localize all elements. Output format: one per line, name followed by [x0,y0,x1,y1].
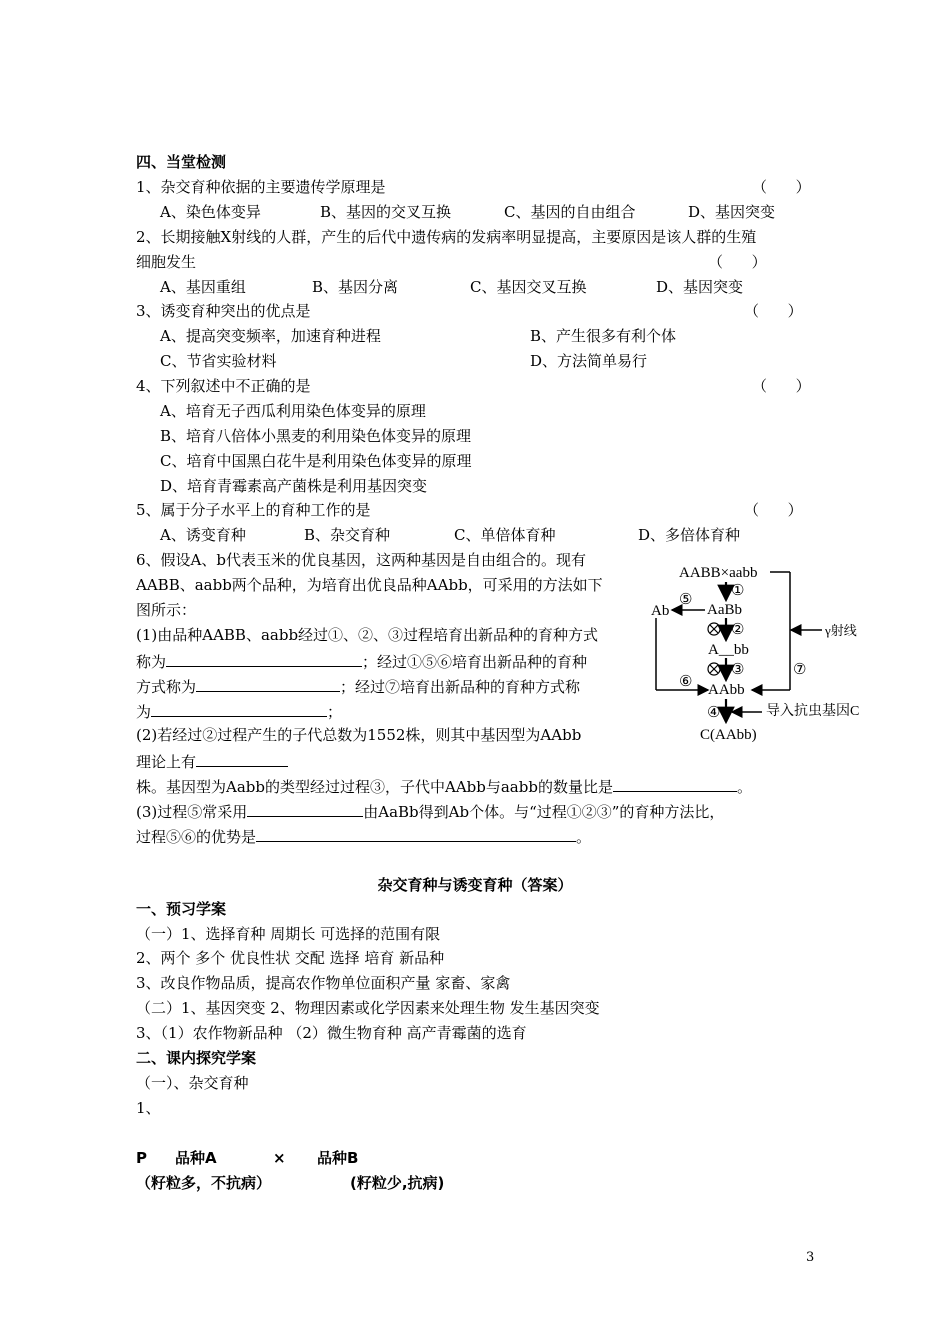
answer-line: （二）1、基因突变 2、物理因素或化学因素来处理生物 发生基因突变 [136,999,600,1017]
variety-b: 品种B [317,1149,359,1167]
q4-option-b: B、培育八倍体小黑麦的利用染色体变异的原理 [160,427,472,445]
answer-line: （一）、杂交育种 [136,1074,249,1092]
q5-option-b: B、杂交育种 [304,526,391,544]
q6-text: 过程⑤⑥的优势是 [136,828,257,846]
answer-line: 3、改良作物品质，提高农作物单位面积产量 家畜、家禽 [136,974,511,992]
diagram-a-bb: A__bb [708,642,749,658]
diagram-step-5: ⑤ [679,592,693,608]
q3-stem: 3、诱变育种突出的优点是 [136,302,311,320]
q3-option-a: A、提高突变频率，加速育种进程 [160,327,381,345]
diagram-aabb-result: AAbb [708,682,745,698]
q6-line: 图所示： [136,601,197,619]
answer-title: 杂交育种与诱变育种（答案） [377,876,573,894]
q6-text: 株。基因型为Aabb的类型经过过程③，子代中AAbb与aabb的数量比是 [136,778,613,796]
self-cross-icon [708,623,720,635]
diagram-step-1: ① [731,583,745,599]
page-number: 3 [806,1250,815,1265]
q6-text: ；经过①⑤⑥培育出新品种的育种 [362,653,588,671]
q6-text: 方式称为 [136,678,197,696]
self-cross-icon [708,663,720,675]
q2-option-d: D、基因突变 [656,278,744,296]
diagram-ab: Ab [651,603,670,619]
answer-line: 3、（1）农作物新品种 （2）微生物育种 高产青霉菌的选育 [136,1024,527,1042]
q2-option-c: C、基因交叉互换 [470,278,587,296]
q1-option-a: A、染色体变异 [160,203,261,221]
q3-option-b: B、产生很多有利个体 [530,327,677,345]
q6-text: 为 [136,703,152,721]
q2-option-a: A、基因重组 [160,278,246,296]
answer-line: （一）1、选择育种 周期长 可选择的范围有限 [136,925,441,943]
q2-stem-cont: 细胞发生 [136,253,197,271]
q6-text: 理论上有 [136,753,197,771]
q6-text: ； [327,703,343,721]
q2-answer-paren: （ ） [708,253,767,271]
section-title: 四、当堂检测 [136,153,227,171]
diagram-parents: AABB×aabb [679,565,758,581]
diagram-gamma-ray: γ射线 [825,623,857,638]
q6-line: AABB、aabb两个品种，为培育出优良品种AAbb，可采用的方法如下 [136,576,603,594]
q5-stem: 5、属于分子水平上的育种工作的是 [136,501,371,519]
variety-a-desc: （籽粒多，不抗病） [136,1174,272,1192]
cross-symbol: × [273,1149,286,1167]
q6-text: ；经过⑦培育出新品种的育种方式称 [340,678,581,696]
q4-option-a: A、培育无子西瓜利用染色体变异的原理 [160,402,426,420]
parent-generation-label: P [136,1149,147,1167]
q4-stem: 4、下列叙述中不正确的是 [136,377,311,395]
answer-heading-2: 二、课内探究学案 [136,1049,257,1067]
q1-option-b: B、基因的交叉互换 [320,203,452,221]
q6-text: 。 [736,778,752,796]
diagram-insert-gene: 导入抗虫基因C [766,704,860,719]
q4-option-c: C、培育中国黑白花牛是利用染色体变异的原理 [160,452,472,470]
q6-text: 。 [576,828,592,846]
q3-answer-paren: （ ） [744,302,803,320]
answer-heading-1: 一、预习学案 [136,900,227,918]
answer-line: 1、 [136,1099,161,1117]
q6-text: 由AaBb得到Ab个体。与“过程①②③”的育种方法比， [363,803,725,821]
diagram-step-7: ⑦ [793,662,807,678]
q1-option-d: D、基因突变 [688,203,776,221]
q6-line: 6、假设A、b代表玉米的优良基因，这两种基因是自由组合的。现有 [136,551,586,569]
q6-text: 称为 [136,653,167,671]
q5-option-a: A、诱变育种 [160,526,246,544]
answer-line: 2、两个 多个 优良性状 交配 选择 培育 新品种 [136,949,445,967]
q2-stem: 2、长期接触X射线的人群，产生的后代中遗传病的发病率明显提高，主要原因是该人群的生殖 [136,228,757,246]
variety-a: 品种A [175,1149,217,1167]
variety-b-desc: (籽粒少,抗病) [350,1174,445,1192]
q6-line: (2)若经过②过程产生的子代总数为1552株，则其中基因型为AAbb [136,726,582,744]
diagram-step-4: ④ [707,705,721,721]
q5-answer-paren: （ ） [744,501,803,519]
diagram-aabb: AaBb [707,602,742,618]
diagram-step-2: ② [731,622,745,638]
diagram-step-3: ③ [731,662,745,678]
q1-stem: 1、杂交育种依据的主要遗传学原理是 [136,178,386,196]
q5-option-c: C、单倍体育种 [454,526,556,544]
q6-text: (3)过程⑤常采用 [136,803,248,821]
q4-answer-paren: （ ） [752,377,811,395]
diagram-step-6: ⑥ [679,674,693,690]
q4-option-d: D、培育青霉素高产菌株是利用基因突变 [160,477,428,495]
q2-option-b: B、基因分离 [312,278,399,296]
q5-option-d: D、多倍体育种 [638,526,741,544]
q3-option-c: C、节省实验材料 [160,352,277,370]
diagram-c-aabb: C(AAbb) [700,727,757,743]
q1-option-c: C、基因的自由组合 [504,203,636,221]
q6-line: (1)由品种AABB、aabb经过①、②、③过程培育出新品种的育种方式 [136,626,599,644]
q3-option-d: D、方法简单易行 [530,352,648,370]
q1-answer-paren: （ ） [752,178,811,196]
